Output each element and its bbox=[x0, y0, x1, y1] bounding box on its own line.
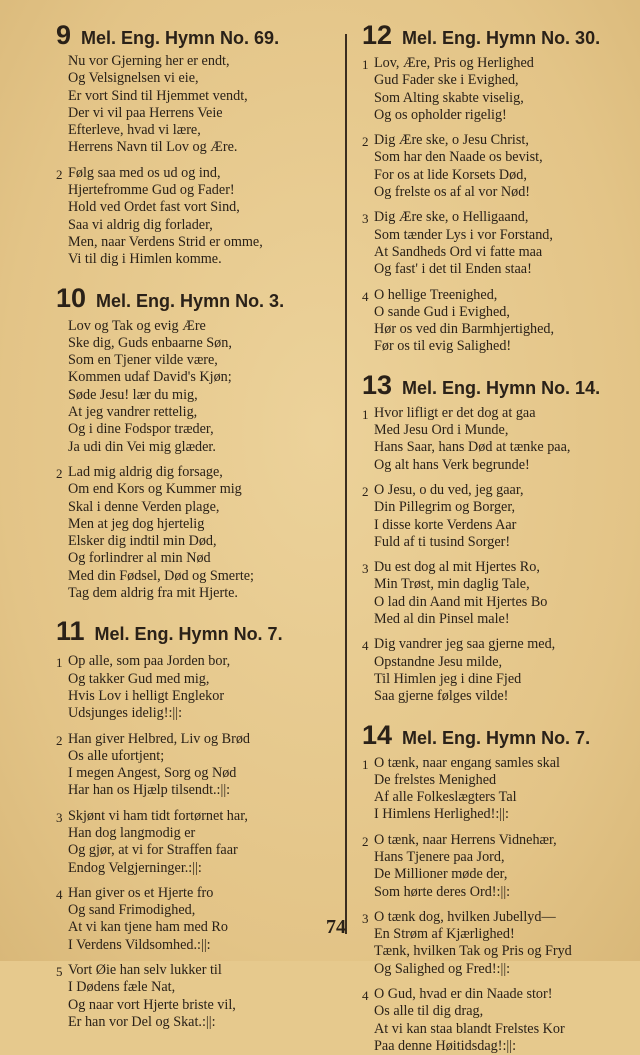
hymn-melody: Mel. Eng. Hymn No. 69. bbox=[81, 28, 279, 49]
verse-line: Som hørte deres Ord!:||: bbox=[374, 884, 632, 901]
stanza-number: 3 bbox=[362, 909, 374, 978]
verse-line: Lov, Ære, Pris og Herlighed bbox=[374, 55, 632, 72]
verse-line: De frelstes Menighed bbox=[374, 772, 632, 789]
verse-line: Os alle til dig drag, bbox=[374, 1003, 632, 1020]
verse-line: Saa gjerne følges vilde! bbox=[374, 688, 632, 705]
verse-line: Lov og Tak og evig Ære bbox=[68, 318, 338, 335]
verse-line: Saa vi aldrig dig forlader, bbox=[68, 217, 338, 234]
verse-line: Endog Velgjerninger.:||: bbox=[68, 860, 338, 877]
verse-line: Min Trøst, min daglig Tale, bbox=[374, 576, 632, 593]
verse-line: Elsker dig indtil min Død, bbox=[68, 533, 338, 550]
hymn-number: 13 bbox=[362, 370, 392, 401]
page-number: 74 bbox=[326, 916, 346, 939]
verse-line: Du est dog al mit Hjertes Ro, bbox=[374, 559, 632, 576]
right-column bbox=[362, 20, 632, 1055]
stanza bbox=[56, 885, 338, 954]
verse-line: I Dødens fæle Nat, bbox=[68, 979, 338, 996]
hymn-number: 12 bbox=[362, 20, 392, 51]
stanza-number: 3 bbox=[56, 808, 68, 877]
stanza-number: 1 bbox=[362, 755, 374, 824]
hymn-9 bbox=[56, 20, 338, 269]
verse-line: Hør os ved din Barmhjertighed, bbox=[374, 321, 632, 338]
verse-line: O tænk, naar Herrens Vidnehær, bbox=[374, 832, 632, 849]
stanza bbox=[362, 636, 632, 705]
stanza-number bbox=[56, 318, 68, 456]
stanza bbox=[362, 209, 632, 278]
verse-line: Som Alting skabte viselig, bbox=[374, 90, 632, 107]
hymn-number: 11 bbox=[56, 616, 85, 647]
verse-line: Der vi vil paa Herrens Veie bbox=[68, 105, 338, 122]
verse-line: Tænk, hvilken Tak og Pris og Fryd bbox=[374, 943, 632, 960]
verse-line: En Strøm af Kjærlighed! bbox=[374, 926, 632, 943]
verse-line: Skal i denne Verden plage, bbox=[68, 499, 338, 516]
verse-line: Hvis Lov i helligt Englekor bbox=[68, 688, 338, 705]
hymn-melody: Mel. Eng. Hymn No. 7. bbox=[402, 728, 590, 749]
verse-line: Dig vandrer jeg saa gjerne med, bbox=[374, 636, 632, 653]
verse-line: Hvor lifligt er det dog at gaa bbox=[374, 405, 632, 422]
verse-line: I megen Angest, Sorg og Nød bbox=[68, 765, 338, 782]
verse-line: Han dog langmodig er bbox=[68, 825, 338, 842]
stanza-number: 1 bbox=[362, 55, 374, 124]
stanza bbox=[56, 653, 338, 722]
stanza bbox=[362, 55, 632, 124]
verse-line: Hjertefromme Gud og Fader! bbox=[68, 182, 338, 199]
hymn-heading bbox=[56, 20, 338, 51]
verse-line: I Verdens Vildsomhed.:||: bbox=[68, 937, 338, 954]
verse-line: Lad mig aldrig dig forsage, bbox=[68, 464, 338, 481]
stanza-number: 4 bbox=[56, 885, 68, 954]
stanza bbox=[362, 132, 632, 201]
verse-line: O tænk, naar engang samles skal bbox=[374, 755, 632, 772]
verse-line: Dig Ære ske, o Helligaand, bbox=[374, 209, 632, 226]
verse-line: Nu vor Gjerning her er endt, bbox=[68, 53, 338, 70]
verse-line: Og sand Frimodighed, bbox=[68, 902, 338, 919]
hymn-heading bbox=[362, 20, 632, 51]
verse-line: Har han os Hjælp tilsendt.:||: bbox=[68, 782, 338, 799]
stanza bbox=[362, 559, 632, 628]
verse-line: Vort Øie han selv lukker til bbox=[68, 962, 338, 979]
verse-line: Før os til evig Salighed! bbox=[374, 338, 632, 355]
stanza bbox=[56, 464, 338, 602]
verse-line: Er han vor Del og Skat.:||: bbox=[68, 1014, 338, 1031]
verse-line: Gud Fader ske i Evighed, bbox=[374, 72, 632, 89]
verse-line: Hans Tjenere paa Jord, bbox=[374, 849, 632, 866]
hymn-13 bbox=[362, 370, 632, 706]
stanza bbox=[362, 482, 632, 551]
verse-line: Og takker Gud med mig, bbox=[68, 671, 338, 688]
verse-line: Og alt hans Verk begrunde! bbox=[374, 457, 632, 474]
hymn-melody: Mel. Eng. Hymn No. 14. bbox=[402, 378, 600, 399]
column-divider bbox=[345, 34, 347, 934]
hymn-heading bbox=[56, 283, 338, 314]
verse-line: At vi kan staa blandt Frelstes Kor bbox=[374, 1021, 632, 1038]
verse-line: Og naar vort Hjerte briste vil, bbox=[68, 997, 338, 1014]
hymn-14 bbox=[362, 720, 632, 1055]
verse-line: Og i dine Fodspor træder, bbox=[68, 421, 338, 438]
stanza bbox=[56, 808, 338, 877]
hymn-number: 10 bbox=[56, 283, 86, 314]
verse-line: Hans Saar, hans Død at tænke paa, bbox=[374, 439, 632, 456]
stanza-number: 2 bbox=[362, 832, 374, 901]
stanza-number: 2 bbox=[56, 464, 68, 602]
verse-line: Han giver Helbred, Liv og Brød bbox=[68, 731, 338, 748]
hymn-number: 14 bbox=[362, 720, 392, 751]
verse-line: Og gjør, at vi for Straffen faar bbox=[68, 842, 338, 859]
stanza-number: 4 bbox=[362, 287, 374, 356]
verse-line: Med Jesu Ord i Munde, bbox=[374, 422, 632, 439]
stanza-number: 4 bbox=[362, 636, 374, 705]
stanza-number: 3 bbox=[362, 209, 374, 278]
stanza-number: 2 bbox=[362, 132, 374, 201]
stanza bbox=[56, 962, 338, 1031]
hymn-12 bbox=[362, 20, 632, 356]
hymn-heading bbox=[56, 616, 338, 647]
verse-line: Men, naar Verdens Strid er omme, bbox=[68, 234, 338, 251]
verse-line: Os alle ufortjent; bbox=[68, 748, 338, 765]
verse-line: Til Himlen jeg i dine Fjed bbox=[374, 671, 632, 688]
stanza-number: 3 bbox=[362, 559, 374, 628]
hymn-10 bbox=[56, 283, 338, 603]
stanza-number: 4 bbox=[362, 986, 374, 1055]
verse-line: I disse korte Verdens Aar bbox=[374, 517, 632, 534]
verse-line: Ja udi din Vei mig glæder. bbox=[68, 439, 338, 456]
stanza-number: 2 bbox=[56, 731, 68, 800]
verse-line: Opstandne Jesu milde, bbox=[374, 654, 632, 671]
verse-line: Om end Kors og Kummer mig bbox=[68, 481, 338, 498]
verse-line: I Himlens Herlighed!:||: bbox=[374, 806, 632, 823]
stanza bbox=[362, 755, 632, 824]
hymn-11 bbox=[56, 616, 338, 1031]
verse-line: Efterleve, hvad vi lære, bbox=[68, 122, 338, 139]
verse-line: Og Velsignelsen vi eie, bbox=[68, 70, 338, 87]
stanza-number: 2 bbox=[362, 482, 374, 551]
stanza-number: 1 bbox=[56, 653, 68, 722]
left-column bbox=[56, 20, 338, 1031]
stanza bbox=[56, 318, 338, 456]
hymn-melody: Mel. Eng. Hymn No. 7. bbox=[95, 624, 283, 645]
verse-line: Tag dem aldrig fra mit Hjerte. bbox=[68, 585, 338, 602]
verse-line: O Jesu, o du ved, jeg gaar, bbox=[374, 482, 632, 499]
stanza bbox=[362, 405, 632, 474]
verse-line: At Sandheds Ord vi fatte maa bbox=[374, 244, 632, 261]
verse-line: Din Pillegrim og Borger, bbox=[374, 499, 632, 516]
verse-line: Som en Tjener vilde være, bbox=[68, 352, 338, 369]
stanza bbox=[56, 165, 338, 269]
stanza bbox=[56, 731, 338, 800]
verse-line: At vi kan tjene ham med Ro bbox=[68, 919, 338, 936]
verse-line: Og fast' i det til Enden staa! bbox=[374, 261, 632, 278]
verse-line: De Millioner møde der, bbox=[374, 866, 632, 883]
verse-line: Skjønt vi ham tidt fortørnet har, bbox=[68, 808, 338, 825]
verse-line: Dig Ære ske, o Jesu Christ, bbox=[374, 132, 632, 149]
hymn-melody: Mel. Eng. Hymn No. 30. bbox=[402, 28, 600, 49]
hymn-melody: Mel. Eng. Hymn No. 3. bbox=[96, 291, 284, 312]
verse-line: Udsjunges idelig!:||: bbox=[68, 705, 338, 722]
hymn-heading bbox=[362, 370, 632, 401]
verse-line: O Gud, hvad er din Naade stor! bbox=[374, 986, 632, 1003]
verse-line: Og forlindrer al min Nød bbox=[68, 550, 338, 567]
verse-line: For os at lide Korsets Død, bbox=[374, 167, 632, 184]
verse-line: Herrens Navn til Lov og Ære. bbox=[68, 139, 338, 156]
verse-line: O hellige Treenighed, bbox=[374, 287, 632, 304]
verse-line: Følg saa med os ud og ind, bbox=[68, 165, 338, 182]
stanza bbox=[362, 832, 632, 901]
verse-line: Og frelste os af al vor Nød! bbox=[374, 184, 632, 201]
verse-line: Vi til dig i Himlen komme. bbox=[68, 251, 338, 268]
verse-line: Fuld af ti tusind Sorger! bbox=[374, 534, 632, 551]
verse-line: Og os opholder rigelig! bbox=[374, 107, 632, 124]
verse-line: O lad din Aand mit Hjertes Bo bbox=[374, 594, 632, 611]
verse-line: Men at jeg dog hjertelig bbox=[68, 516, 338, 533]
stanza-number bbox=[56, 53, 68, 157]
verse-line: Hold ved Ordet fast vort Sind, bbox=[68, 199, 338, 216]
verse-line: Kommen udaf David's Kjøn; bbox=[68, 369, 338, 386]
verse-line: Som har den Naade os bevist, bbox=[374, 149, 632, 166]
stanza-number: 1 bbox=[362, 405, 374, 474]
verse-line: Søde Jesu! lær du mig, bbox=[68, 387, 338, 404]
hymn-heading bbox=[362, 720, 632, 751]
stanza-number: 2 bbox=[56, 165, 68, 269]
verse-line: At jeg vandrer rettelig, bbox=[68, 404, 338, 421]
stanza-number: 5 bbox=[56, 962, 68, 1031]
hymn-number: 9 bbox=[56, 20, 71, 51]
stanza bbox=[362, 909, 632, 978]
verse-line: Paa denne Høitidsdag!:||: bbox=[374, 1038, 632, 1055]
verse-line: Ske dig, Guds enbaarne Søn, bbox=[68, 335, 338, 352]
verse-line: Med din Fødsel, Død og Smerte; bbox=[68, 568, 338, 585]
verse-line: Med al din Pinsel male! bbox=[374, 611, 632, 628]
verse-line: O tænk dog, hvilken Jubellyd— bbox=[374, 909, 632, 926]
stanza bbox=[56, 53, 338, 157]
stanza bbox=[362, 287, 632, 356]
verse-line: Er vort Sind til Hjemmet vendt, bbox=[68, 88, 338, 105]
stanza bbox=[362, 986, 632, 1055]
verse-line: Han giver os et Hjerte fro bbox=[68, 885, 338, 902]
verse-line: O sande Gud i Evighed, bbox=[374, 304, 632, 321]
verse-line: Og Salighed og Fred!:||: bbox=[374, 961, 632, 978]
verse-line: Som tænder Lys i vor Forstand, bbox=[374, 227, 632, 244]
verse-line: Op alle, som paa Jorden bor, bbox=[68, 653, 338, 670]
verse-line: Af alle Folkeslægters Tal bbox=[374, 789, 632, 806]
